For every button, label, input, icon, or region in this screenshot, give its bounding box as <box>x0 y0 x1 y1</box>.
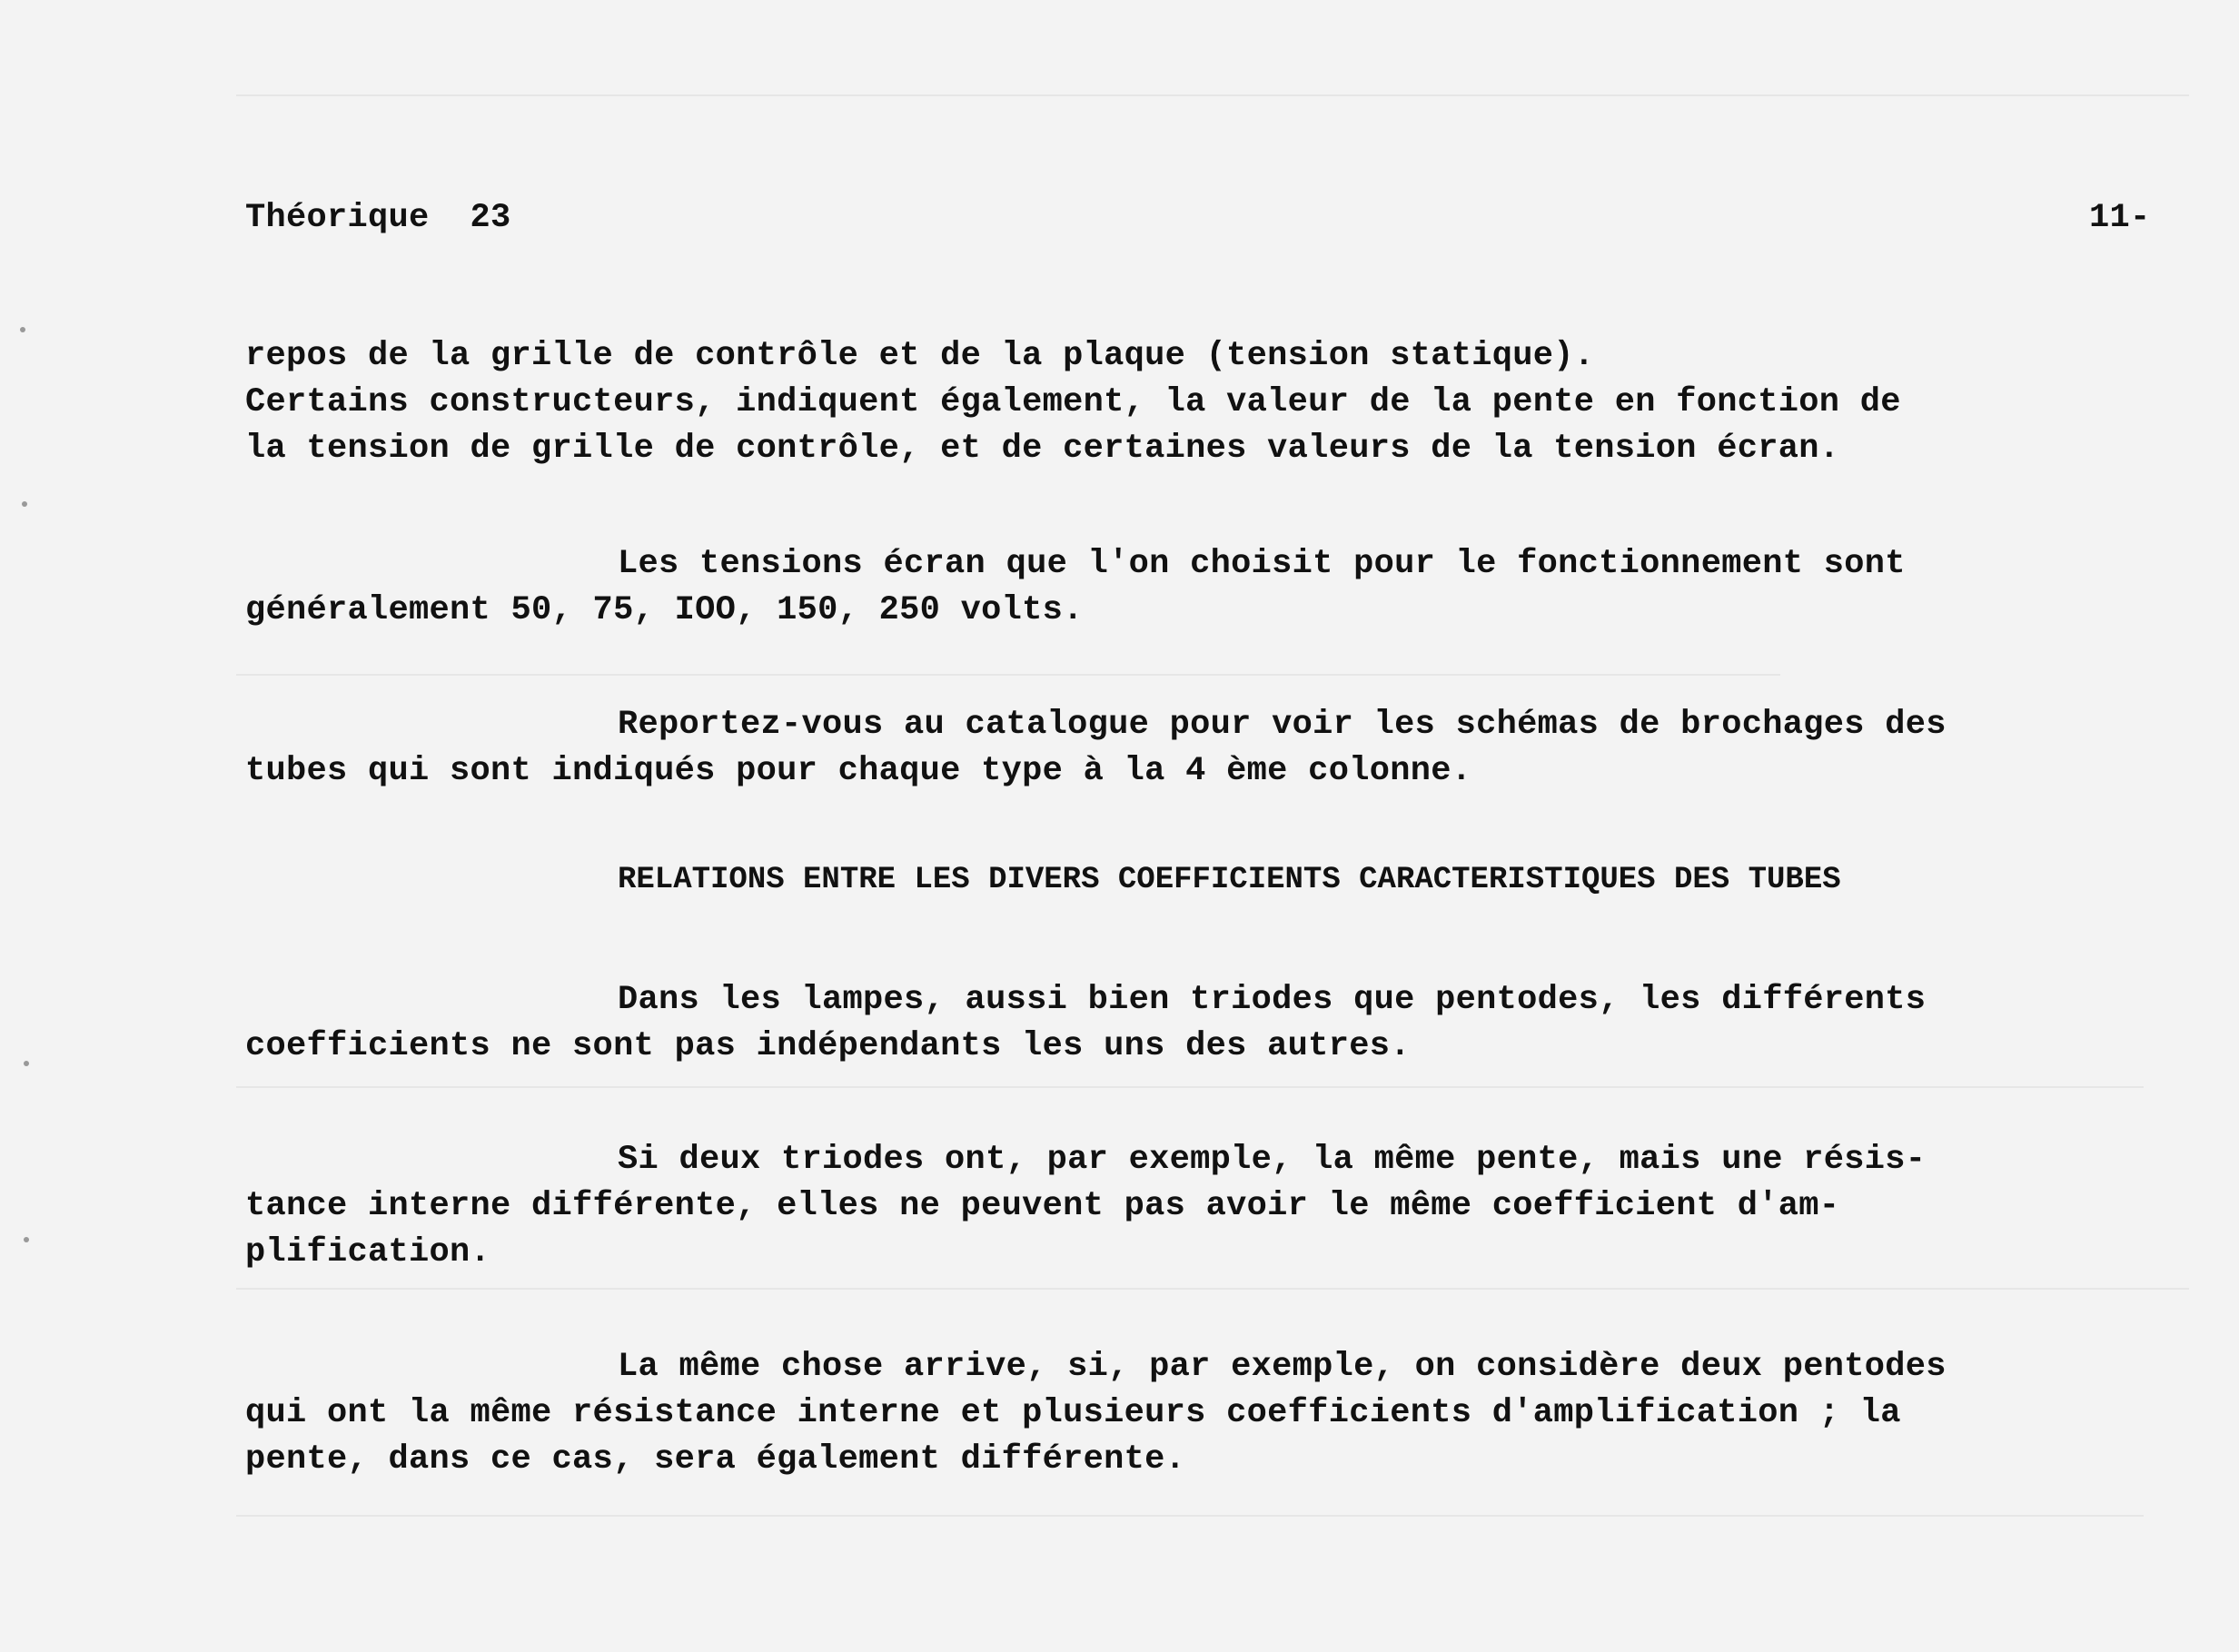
page-header-title: Théorique 23 <box>245 199 511 237</box>
show-through-line <box>236 94 2189 96</box>
text-line: coefficients ne sont pas indépendants les uns des autres. <box>245 1027 1411 1065</box>
text-line: Les tensions écran que l'on choisit pour le fonctionnement sont <box>618 545 1906 583</box>
show-through-line <box>236 674 1780 676</box>
text-line: plification. <box>245 1233 491 1271</box>
text-line: tubes qui sont indiqués pour chaque type à la 4 ème colonne. <box>245 752 1472 790</box>
text-line: tance interne différente, elles ne peuvent pas avoir le même coefficient d'am- <box>245 1187 1840 1225</box>
text-line: repos de la grille de contrôle et de la plaque (tension statique). <box>245 337 1595 375</box>
text-line: La même chose arrive, si, par exemple, on considère deux pentodes <box>618 1348 1947 1386</box>
section-heading: RELATIONS ENTRE LES DIVERS COEFFICIENTS CARACTERISTIQUES DES TUBES <box>618 863 1841 897</box>
page-number: 11- <box>2089 199 2151 237</box>
text-line: Reportez-vous au catalogue pour voir les schémas de brochages des <box>618 706 1947 744</box>
margin-speck <box>24 1237 29 1242</box>
show-through-line <box>236 1288 2189 1290</box>
text-line: pente, dans ce cas, sera également différente. <box>245 1440 1186 1479</box>
text-line: qui ont la même résistance interne et plusieurs coefficients d'amplification ; la <box>245 1394 1901 1432</box>
text-line: Certains constructeurs, indiquent également, la valeur de la pente en fonction de <box>245 383 1901 421</box>
show-through-line <box>236 1515 2144 1517</box>
text-line: la tension de grille de contrôle, et de certaines valeurs de la tension écran. <box>245 430 1840 468</box>
show-through-line <box>236 1086 2144 1088</box>
text-line: Si deux triodes ont, par exemple, la même pente, mais une résis- <box>618 1141 1927 1179</box>
margin-speck <box>22 501 27 507</box>
margin-speck <box>24 1061 29 1066</box>
margin-speck <box>20 327 25 332</box>
text-line: généralement 50, 75, IOO, 150, 250 volts. <box>245 591 1084 629</box>
text-line: Dans les lampes, aussi bien triodes que pentodes, les différents <box>618 981 1927 1019</box>
